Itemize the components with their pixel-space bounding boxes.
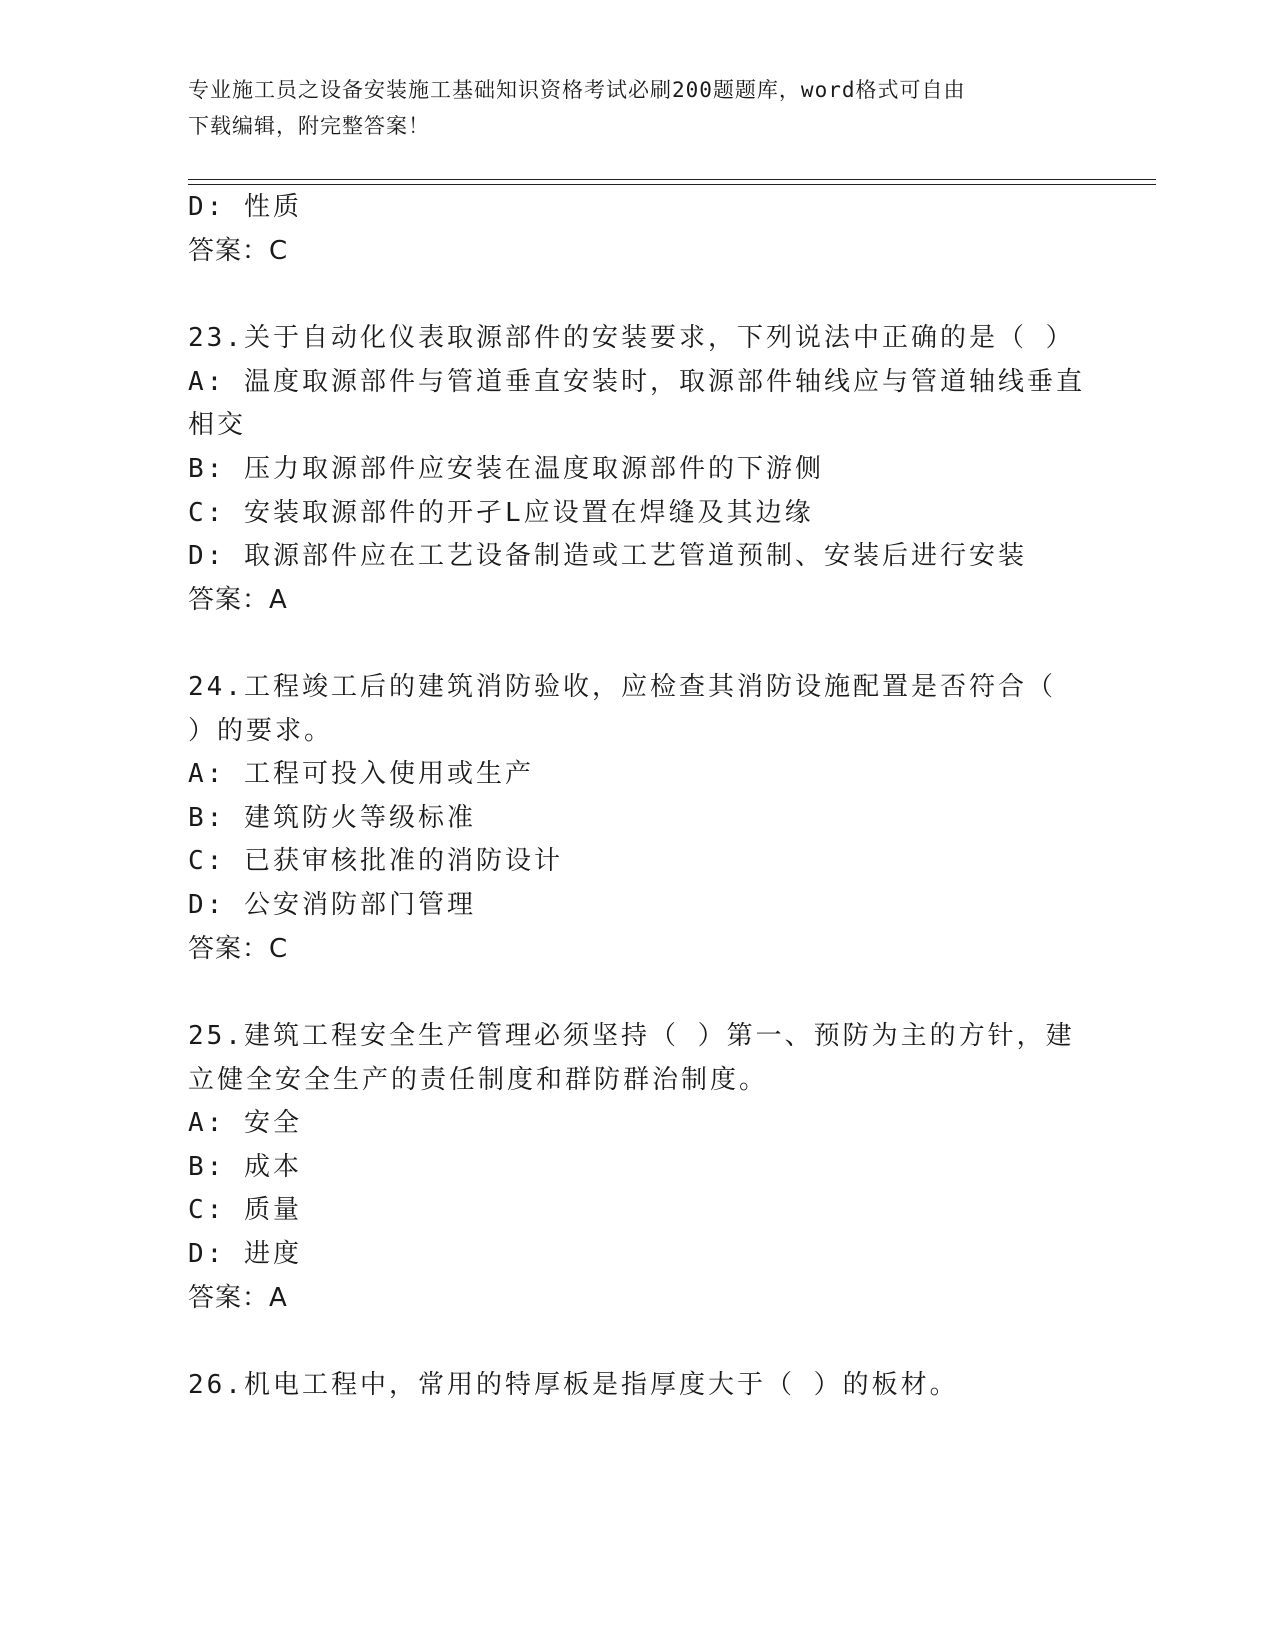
header-divider-bottom: [188, 184, 1156, 185]
question-23-option-c: C: 安装取源部件的开孑L应设置在焊缝及其边缘: [188, 498, 814, 528]
question-25-stem: 25.建筑工程安全生产管理必须坚持（ ）第一、预防为主的方针，建: [188, 1021, 1075, 1051]
question-25-stem-cont: 立健全安全生产的责任制度和群防群治制度。: [188, 1065, 769, 1095]
question-25-answer: 答案：A: [188, 1283, 288, 1313]
header-divider-top: [188, 179, 1156, 180]
question-24-stem: 24.工程竣工后的建筑消防验收，应检查其消防设施配置是否符合（: [188, 672, 1056, 702]
document-header: [188, 72, 1088, 144]
question-24-option-c: C: 已获审核批准的消防设计: [188, 846, 563, 876]
question-23-stem: 23.关于自动化仪表取源部件的安装要求，下列说法中正确的是（ ）: [188, 323, 1075, 353]
question-25-option-a: A: 安全: [188, 1108, 302, 1138]
question-26-stem: 26.机电工程中，常用的特厚板是指厚度大于（ ）的板材。: [188, 1370, 959, 1400]
answer-prev: 答案：C: [188, 236, 289, 266]
question-23-option-a-cont: 相交: [188, 410, 247, 440]
option-d-prev: D: 性质: [188, 192, 302, 222]
question-23-option-d: D: 取源部件应在工艺设备制造或工艺管道预制、安装后进行安装: [188, 541, 1027, 571]
question-23-option-a: A: 温度取源部件与管道垂直安装时，取源部件轴线应与管道轴线垂直: [188, 367, 1085, 397]
question-25-option-b: B: 成本: [188, 1152, 302, 1182]
question-23-answer: 答案：A: [188, 585, 288, 615]
question-23-option-b: B: 压力取源部件应安装在温度取源部件的下游侧: [188, 454, 824, 484]
question-24-stem-cont: ）的要求。: [188, 716, 334, 746]
question-25-option-c: C: 质量: [188, 1195, 302, 1225]
question-24-answer: 答案：C: [188, 934, 289, 964]
question-24-option-b: B: 建筑防火等级标准: [188, 803, 476, 833]
question-25-option-d: D: 进度: [188, 1239, 302, 1269]
question-24-option-d: D: 公安消防部门管理: [188, 890, 476, 920]
header-line-2: 下载编辑，附完整答案！: [188, 114, 430, 138]
header-line-1: 专业施工员之设备安装施工基础知识资格考试必刷200题题库，word格式可自由: [188, 78, 966, 102]
question-24-option-a: A: 工程可投入使用或生产: [188, 759, 534, 789]
